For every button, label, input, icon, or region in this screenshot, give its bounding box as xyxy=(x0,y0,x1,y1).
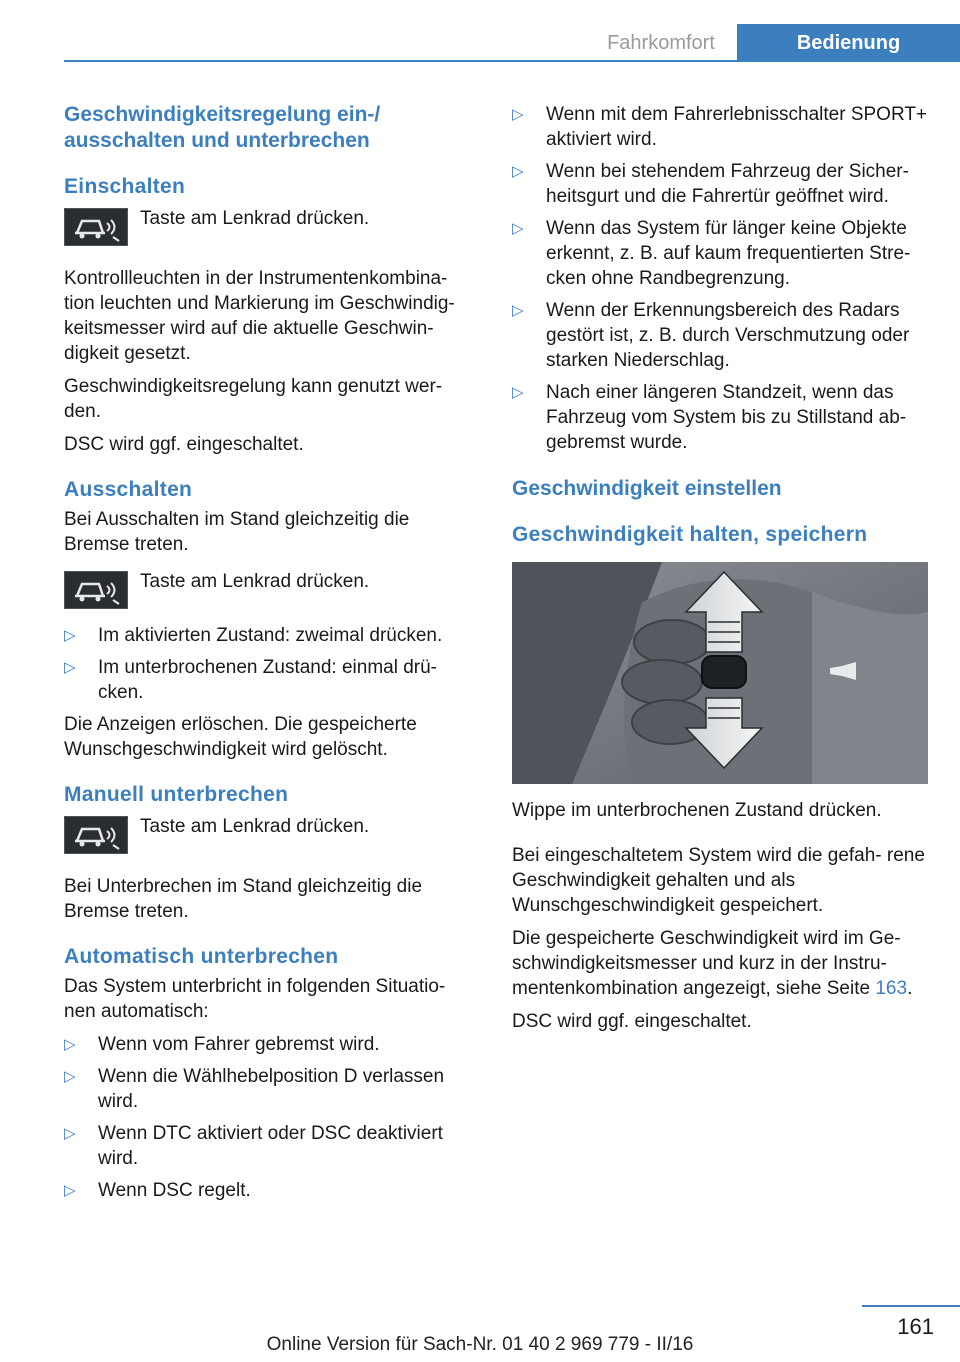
heading-automatisch: Automatisch unterbrechen xyxy=(64,945,339,968)
list-right xyxy=(512,102,928,455)
heading-einstellen: Geschwindigkeit einstellen xyxy=(512,477,782,500)
icon-text-ausschalten: Taste am Lenkrad drücken. xyxy=(140,571,370,592)
paragraph-right-2-end: . xyxy=(907,978,913,999)
list-ausschalten xyxy=(64,623,480,705)
right-column xyxy=(512,102,928,1034)
list-item: ▷ Wenn die Wählhebelposition D verlassen wird. xyxy=(64,1064,480,1114)
heading-manuell: Manuell unterbrechen xyxy=(64,783,289,806)
icon-row-ausschalten xyxy=(64,571,480,615)
header-section-label: Fahrkomfort xyxy=(607,32,715,54)
paragraph-manuell-1: Bei Unterbrechen im Stand gleichzeitig die Bremse treten. xyxy=(64,876,423,922)
paragraph-right-2-text: Die gespeicherte Geschwindigkeit wird im Ge‐ schwindigkeitsmesser und kurz in der Instru‐ mentenkombination angezeigt, siehe Seite xyxy=(512,928,901,999)
paragraph-automatisch-1: Das System unterbricht in folgenden Situatio‐ nen automatisch: xyxy=(64,976,446,1022)
cruise-control-key-icon xyxy=(64,208,128,246)
page-number: 161 xyxy=(897,1314,934,1339)
header-chapter-label: Bedienung xyxy=(737,24,960,62)
cruise-control-key-icon xyxy=(64,816,128,854)
icon-text-einschalten: Taste am Lenkrad drücken. xyxy=(140,208,370,229)
section-title: Geschwindigkeitsregelung ein-/ ausschalten und unterbrechen xyxy=(64,103,381,152)
heading-einschalten: Einschalten xyxy=(64,175,186,198)
list-item: ▷ Wenn DTC aktiviert oder DSC deaktiviert wird. xyxy=(64,1121,480,1171)
list-item: ▷ Wenn vom Fahrer gebremst wird. xyxy=(64,1032,480,1057)
heading-ausschalten: Ausschalten xyxy=(64,478,193,501)
cruise-control-key-icon xyxy=(64,571,128,609)
list-item: ▷ Wenn der Erkennungsbereich des Radars gestört ist, z. B. durch Verschmutzung oder starken Niederschlag. xyxy=(512,298,928,373)
left-column xyxy=(64,102,480,1210)
paragraph-einschalten-1: Kontrollleuchten in der Instrumentenkombina‐ tion leuchten und Markierung im Geschwindig‐ keitsmesser wird auf die aktuelle Geschwin‐ digkeit gesetzt. xyxy=(64,268,455,364)
footer-rule xyxy=(862,1305,960,1307)
list-item: ▷ Nach einer längeren Standzeit, wenn das Fahrzeug vom System bis zu Stillstand ab‐ gebremst wurde. xyxy=(512,380,928,455)
list-item: ▷ Wenn bei stehendem Fahrzeug der Sicher‐ heitsgurt und die Fahrertür geöffnet wird. xyxy=(512,159,928,209)
icon-text-manuell: Taste am Lenkrad drücken. xyxy=(140,816,370,837)
list-item: ▷ Im aktivierten Zustand: zweimal drücken. xyxy=(64,623,480,648)
paragraph-einschalten-2: Geschwindigkeitsregelung kann genutzt wer‐ den. xyxy=(64,376,443,422)
header-rule xyxy=(64,60,960,62)
footer-text: Online Version für Sach-Nr. 01 40 2 969 779 - II/16 xyxy=(266,1334,694,1355)
list-item: ▷ Wenn das System für länger keine Objekte erkennt, z. B. auf kaum frequentierten Stre‐ cken ohne Randbegrenzung. xyxy=(512,216,928,291)
heading-halten: Geschwindigkeit halten, speichern xyxy=(512,523,868,546)
paragraph-right-2 xyxy=(512,926,928,1001)
paragraph-right-1: Bei eingeschaltetem System wird die gefah‐ rene Geschwindigkeit gehalten und als Wunschgeschwindigkeit gespeichert. xyxy=(512,845,925,916)
list-item: ▷ Wenn DSC regelt. xyxy=(64,1178,480,1203)
icon-row-einschalten xyxy=(64,208,480,252)
icon-row-manuell xyxy=(64,816,480,860)
paragraph-ausschalten-2: Die Anzeigen erlöschen. Die gespeicherte Wunschgeschwindigkeit wird gelöscht. xyxy=(64,714,417,760)
list-automatisch xyxy=(64,1032,480,1203)
list-item: ▷ Im unterbrochenen Zustand: einmal drü‐ cken. xyxy=(64,655,480,705)
steering-wheel-rocker-photo xyxy=(512,562,928,784)
paragraph-ausschalten-1: Bei Ausschalten im Stand gleichzeitig die Bremse treten. xyxy=(64,509,410,555)
paragraph-einschalten-3: DSC wird ggf. eingeschaltet. xyxy=(64,434,304,455)
page-link[interactable]: 163 xyxy=(875,978,908,999)
photo-caption: Wippe im unterbrochenen Zustand drücken. xyxy=(512,800,882,821)
list-item: ▷ Wenn mit dem Fahrerlebnisschalter SPORT+ aktiviert wird. xyxy=(512,102,928,152)
paragraph-right-3: DSC wird ggf. eingeschaltet. xyxy=(512,1011,752,1032)
